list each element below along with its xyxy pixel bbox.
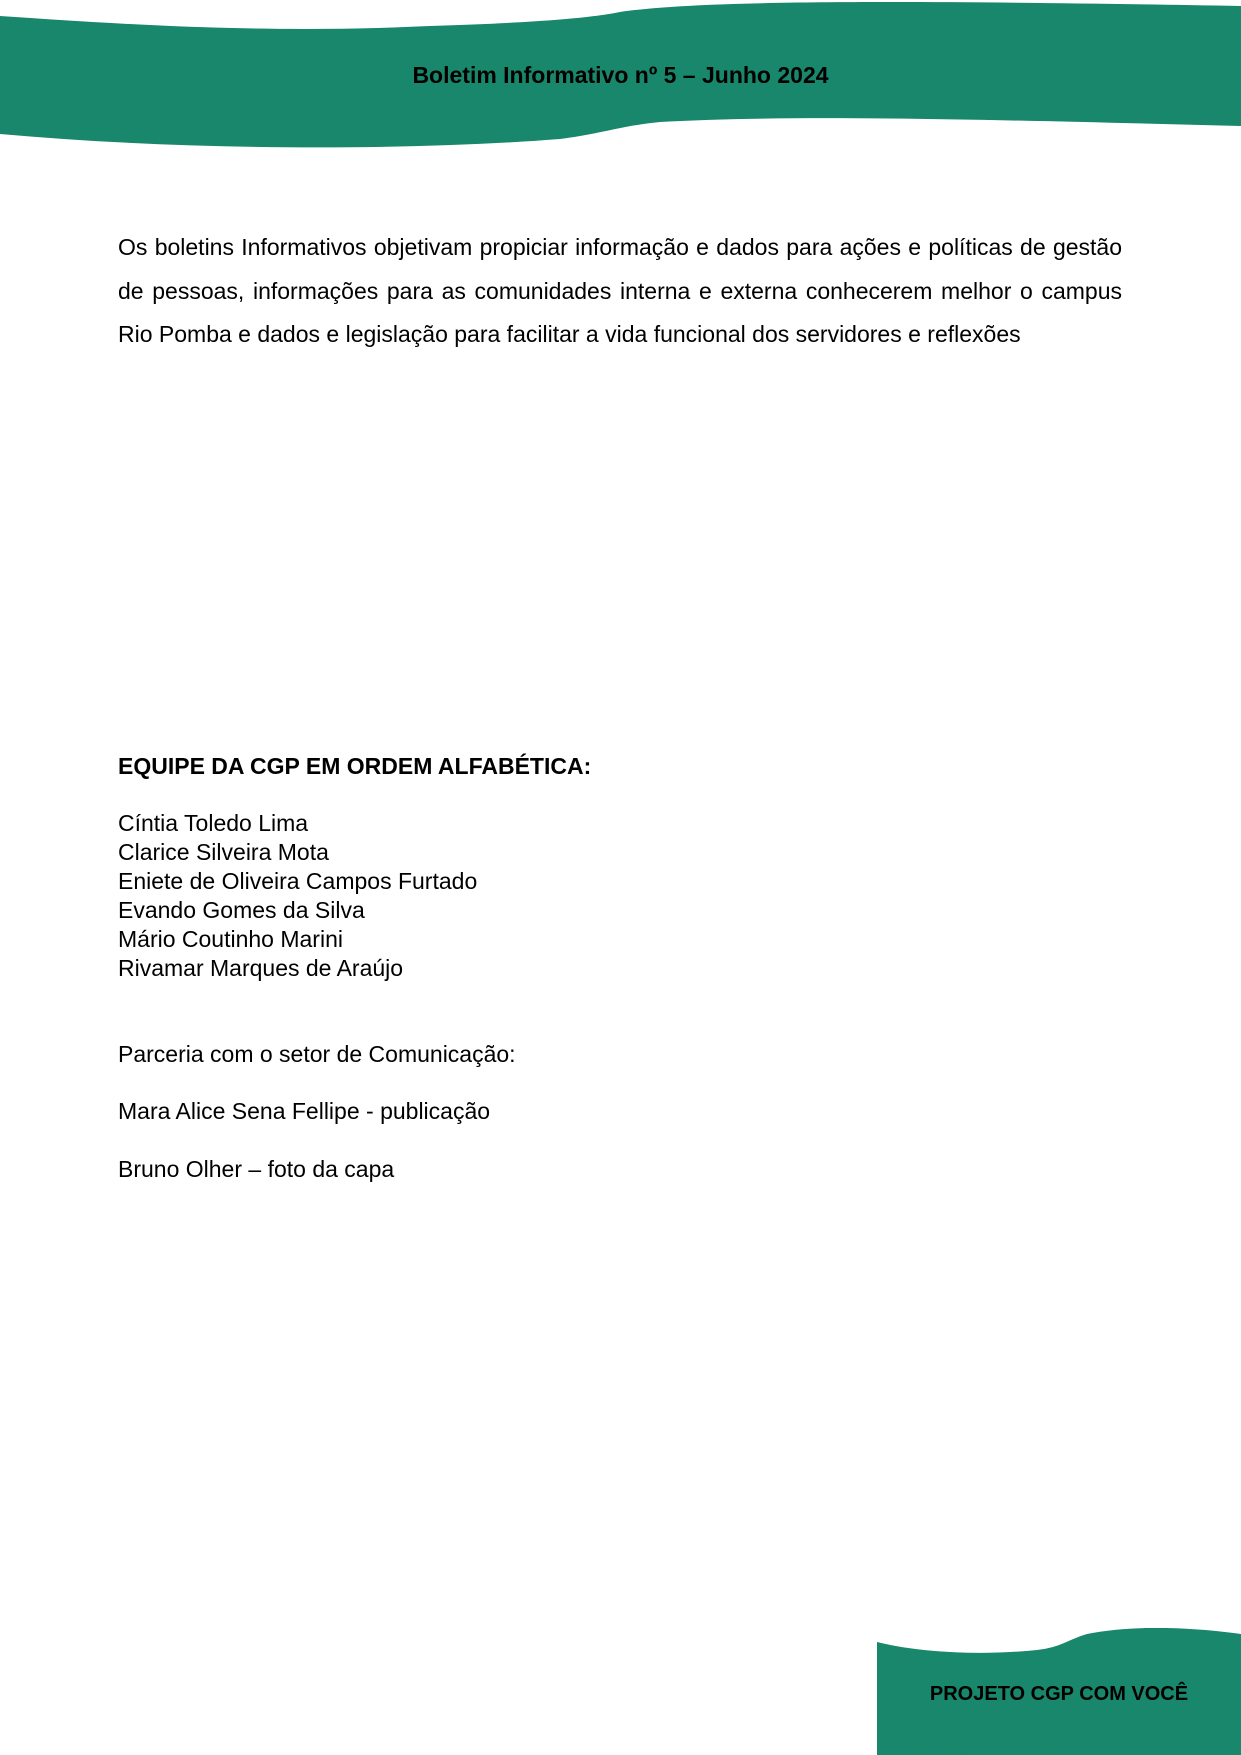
team-heading: EQUIPE DA CGP EM ORDEM ALFABÉTICA: [118, 753, 592, 779]
credit-publication: Mara Alice Sena Fellipe - publicação [118, 1098, 491, 1124]
partnership-label: Parceria com o setor de Comunicação: [118, 1041, 516, 1067]
team-member: Eniete de Oliveira Campos Furtado [118, 868, 478, 894]
team-member: Clarice Silveira Mota [118, 839, 329, 865]
team-member: Rivamar Marques de Araújo [118, 955, 404, 981]
footer-banner [877, 1628, 1241, 1755]
page-title [0, 60, 1241, 90]
footer-label: PROJETO CGP COM VOCÊ [929, 1683, 1189, 1705]
team-list [118, 809, 477, 983]
team-member: Cíntia Toledo Lima [118, 810, 309, 836]
intro-paragraph: Os boletins Informativos objetivam propiciar informação e dados para ações e políticas de gestão de pessoas, informações para as comunidades interna e externa conhecerem melhor o campus Rio Pomba e dados e legislação para facilitar a vida funcional dos servidores e reflexões [118, 234, 1122, 347]
page-title-text: Boletim Informativo nº 5 – Junho 2024 [412, 62, 829, 88]
credit-cover-photo: Bruno Olher – foto da capa [118, 1156, 395, 1182]
team-member: Evando Gomes da Silva [118, 897, 365, 923]
header-banner [0, 0, 1241, 150]
team-member: Mário Coutinho Marini [118, 926, 343, 952]
